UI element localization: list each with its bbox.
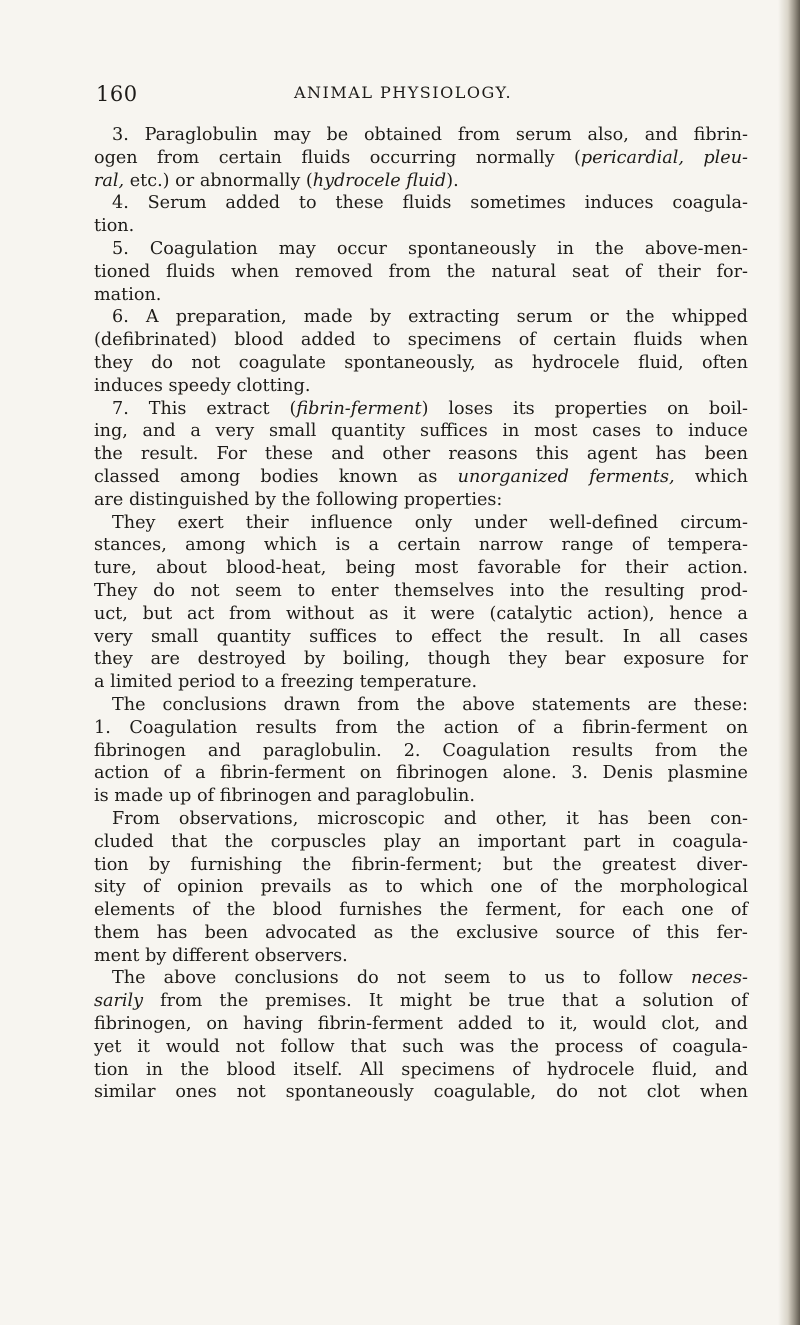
text-line: 6. A preparation, made by extracting serum or the whipped bbox=[112, 307, 748, 328]
text-line: they are destroyed by boiling, though they bear exposure for bbox=[94, 649, 748, 670]
text-line: tion by furnishing the fibrin-ferment; but the greatest diver- bbox=[94, 854, 748, 875]
text-line: tioned fluids when removed from the natural seat of their for- bbox=[94, 261, 748, 282]
text-line: The above conclusions do not seem to us to follow neces- bbox=[112, 968, 748, 989]
text-line: 7. This extract (fibrin-ferment) loses its properties on boil- bbox=[112, 398, 748, 419]
running-title: ANIMAL PHYSIOLOGY. bbox=[294, 83, 513, 102]
text-line: very small quantity suffices to effect the result. In all cases bbox=[94, 626, 748, 647]
text-line: uct, but act from without as it were (catalytic action), hence a bbox=[94, 603, 748, 624]
text-line: ture, about blood-heat, being most favorable for their action. bbox=[94, 558, 748, 579]
text-line: (defibrinated) blood added to specimens of certain fluids when bbox=[94, 330, 748, 351]
text-line: cluded that the corpuscles play an important part in coagula- bbox=[94, 831, 748, 852]
text-line: the result. For these and other reasons this agent has been bbox=[94, 444, 748, 465]
text-line: yet it would not follow that such was the process of coagula- bbox=[94, 1036, 748, 1057]
text-line: 3. Paraglobulin may be obtained from serum also, and fibrin- bbox=[112, 125, 748, 145]
text-line: From observations, microscopic and other, it has been con- bbox=[112, 808, 748, 829]
text-line: The conclusions drawn from the above statements are these: bbox=[112, 694, 748, 715]
text-line: mation. bbox=[94, 284, 162, 305]
text-line: tion in the blood itself. All specimens of hydrocele fluid, and bbox=[94, 1059, 748, 1080]
text-line: them has been advocated as the exclusive source of this fer- bbox=[94, 922, 748, 943]
text-line: induces speedy clotting. bbox=[94, 375, 311, 396]
text-line: ment by different observers. bbox=[94, 945, 348, 966]
text-line: they do not coagulate spontaneously, as hydrocele fluid, often bbox=[94, 352, 748, 373]
text-line: fibrinogen, on having fibrin-ferment added to it, would clot, and bbox=[94, 1014, 748, 1035]
text-line: tion. bbox=[94, 216, 135, 237]
text-line: fibrinogen and paraglobulin. 2. Coagulation results from the bbox=[94, 740, 748, 761]
text-line: similar ones not spontaneously coagulable, do not clot when bbox=[94, 1082, 748, 1103]
text-line: 4. Serum added to these fluids sometimes induces coagula- bbox=[112, 193, 748, 214]
page-edge-shadow bbox=[778, 0, 800, 1325]
text-line: sity of opinion prevails as to which one of the morphological bbox=[94, 877, 748, 898]
text-line: classed among bodies known as unorganized ferments, which bbox=[94, 466, 748, 487]
text-line: 5. Coagulation may occur spontaneously in the above-men- bbox=[112, 238, 748, 259]
text-line: is made up of fibrinogen and paraglobulin. bbox=[94, 786, 475, 807]
text-line: stances, among which is a certain narrow range of tempera- bbox=[94, 535, 748, 556]
text-line: They do not seem to enter themselves into the resulting prod- bbox=[94, 580, 748, 601]
text-line: They exert their influence only under well-defined circum- bbox=[112, 512, 748, 533]
text-line: ogen from certain fluids occurring normally (pericardial, pleu- bbox=[94, 147, 748, 168]
text-line: are distinguished by the following properties: bbox=[94, 489, 503, 510]
text-line: ral, etc.) or abnormally (hydrocele fluid). bbox=[94, 170, 459, 191]
page-header bbox=[96, 82, 736, 112]
text-line: action of a fibrin-ferment on fibrinogen alone. 3. Denis plasmine bbox=[94, 763, 748, 784]
text-line: sarily from the premises. It might be true that a solution of bbox=[94, 991, 748, 1012]
text-line: elements of the blood furnishes the ferment, for each one of bbox=[94, 900, 748, 921]
page-number: 160 bbox=[96, 82, 138, 106]
text-line: ing, and a very small quantity suffices in most cases to induce bbox=[94, 421, 748, 442]
text-line: a limited period to a freezing temperature. bbox=[94, 672, 478, 693]
body-text bbox=[94, 124, 748, 1104]
text-line: 1. Coagulation results from the action of a fibrin-ferment on bbox=[94, 717, 748, 738]
